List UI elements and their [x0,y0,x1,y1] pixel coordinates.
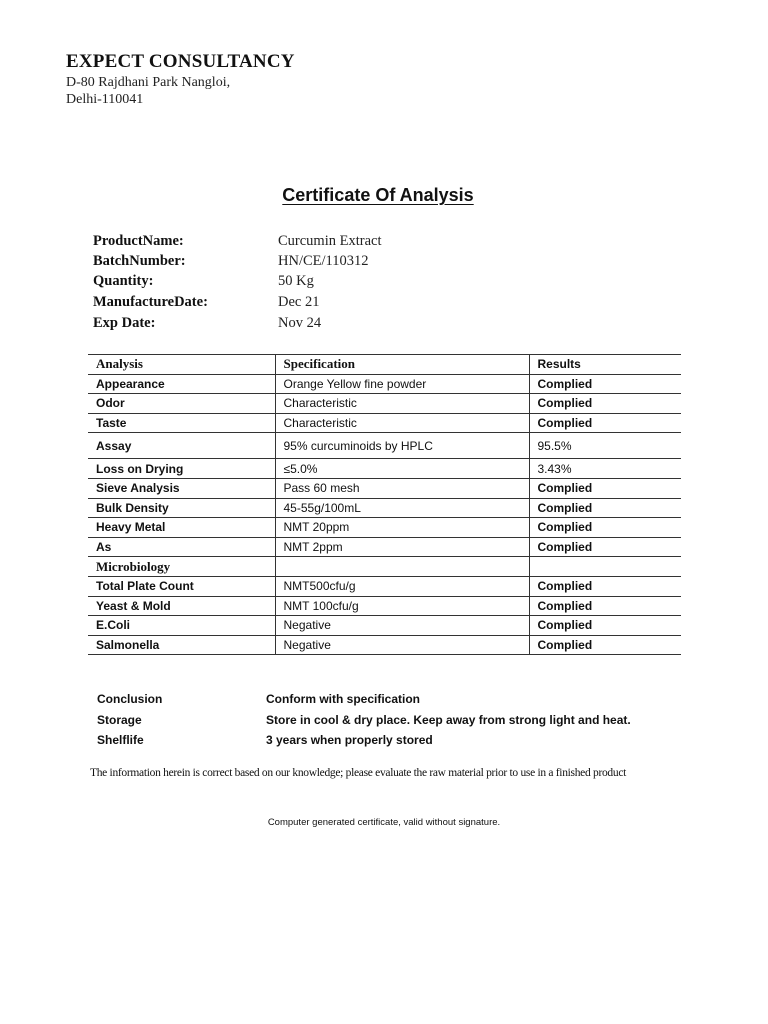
cell-result: Complied [529,413,681,433]
info-value: 50 Kg [278,273,314,289]
cell-result: 95.5% [529,433,681,459]
cell-analysis: As [88,537,275,557]
header-analysis: Analysis [88,355,275,375]
table-header-row [88,355,681,375]
conclusion-label: Conclusion [97,692,163,706]
cell-result: Complied [529,518,681,538]
info-label: BatchNumber: [93,253,186,269]
table-row [88,635,681,655]
storage-label: Storage [97,713,142,727]
info-value: Curcumin Extract [278,233,382,249]
analysis-table [88,354,681,655]
header-specification: Specification [275,355,529,375]
cell-analysis: Appearance [88,374,275,394]
cell-result: Complied [529,498,681,518]
cell-result: Complied [529,537,681,557]
cell-specification: Orange Yellow fine powder [275,374,529,394]
cell-result: Complied [529,394,681,414]
cell-analysis: Salmonella [88,635,275,655]
info-value: Dec 21 [278,294,320,310]
shelflife-row [97,733,697,753]
info-row-batch-number [93,253,593,273]
table-row [88,518,681,538]
cell-analysis: Sieve Analysis [88,478,275,498]
info-label: Exp Date: [93,315,156,331]
address-line-1: D-80 Rajdhani Park Nangloi, [66,75,231,90]
table-row [88,537,681,557]
info-value: HN/CE/110312 [278,253,369,269]
footer-note: Computer generated certificate, valid without signature. [267,817,501,828]
cell-specification [275,557,529,577]
cell-specification: Characteristic [275,413,529,433]
cell-result: 3.43% [529,459,681,479]
cell-specification: NMT500cfu/g [275,576,529,596]
table-section-row [88,557,681,577]
cell-result: Complied [529,576,681,596]
cell-analysis: Heavy Metal [88,518,275,538]
table-row [88,498,681,518]
cell-result [529,557,681,577]
table-row [88,616,681,636]
cell-specification: 45-55g/100mL [275,498,529,518]
cell-result: Complied [529,374,681,394]
cell-specification: NMT 2ppm [275,537,529,557]
info-row-quantity [93,273,593,293]
cell-specification: Characteristic [275,394,529,414]
cell-result: Complied [529,635,681,655]
cell-result: Complied [529,616,681,636]
cell-result: Complied [529,596,681,616]
table-row [88,413,681,433]
cell-specification: Pass 60 mesh [275,478,529,498]
cell-specification: Negative [275,635,529,655]
table-row [88,459,681,479]
company-name: EXPECT CONSULTANCY [66,51,295,72]
storage-value: Store in cool & dry place. Keep away from strong light and heat. [266,713,631,727]
cell-analysis: Total Plate Count [88,576,275,596]
storage-row [97,713,697,733]
info-label: Quantity: [93,273,154,289]
info-value: Nov 24 [278,315,322,331]
cell-specification: ≤5.0% [275,459,529,479]
address-line-2: Delhi-110041 [66,92,144,107]
cell-analysis: E.Coli [88,616,275,636]
info-row-product-name [93,233,593,253]
cell-analysis: Loss on Drying [88,459,275,479]
table-row [88,478,681,498]
cell-section-microbiology: Microbiology [88,557,275,577]
cell-analysis: Yeast & Mold [88,596,275,616]
document-title: Certificate Of Analysis [282,185,474,205]
cell-analysis: Odor [88,394,275,414]
info-row-manufacture-date [93,294,593,314]
info-label: ProductName: [93,233,184,249]
cell-analysis: Assay [88,433,275,459]
cell-analysis: Bulk Density [88,498,275,518]
conclusion-value: Conform with specification [266,692,421,706]
cell-specification: NMT 100cfu/g [275,596,529,616]
table-row [88,433,681,459]
conclusion-row [97,692,697,712]
info-label: ManufactureDate: [93,294,208,310]
cell-specification: 95% curcuminoids by HPLC [275,433,529,459]
table-row [88,374,681,394]
shelflife-value: 3 years when properly stored [266,733,433,747]
cell-analysis: Taste [88,413,275,433]
shelflife-label: Shelflife [97,733,144,747]
disclaimer-text: The information herein is correct based on our knowledge; please evaluate the raw material prior to use in a finished product [90,767,627,779]
table-row [88,394,681,414]
cell-specification: NMT 20ppm [275,518,529,538]
cell-result: Complied [529,478,681,498]
cell-specification: Negative [275,616,529,636]
table-row [88,576,681,596]
header-results: Results [529,355,681,375]
table-row [88,596,681,616]
info-row-exp-date [93,315,593,335]
